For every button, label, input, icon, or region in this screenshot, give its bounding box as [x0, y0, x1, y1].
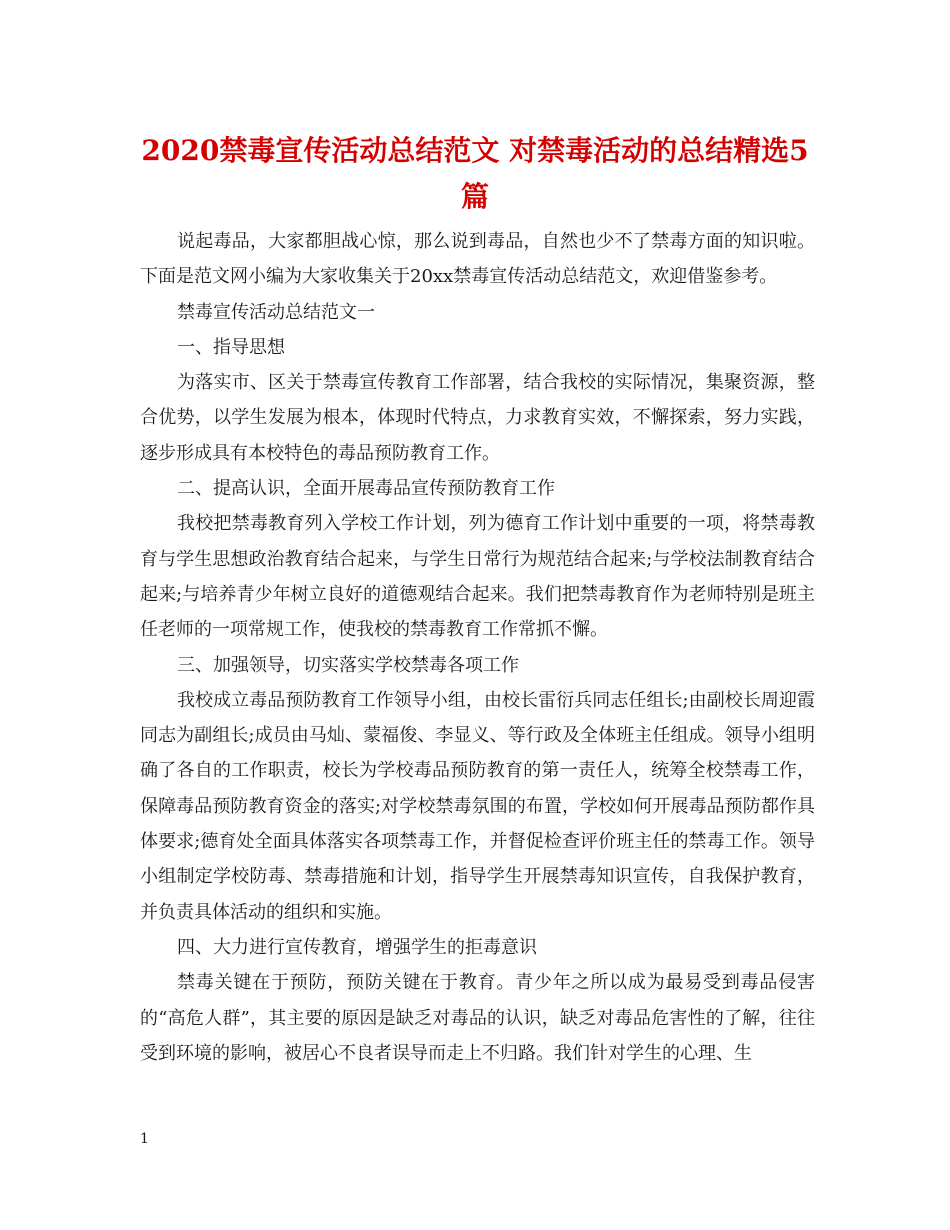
paragraph-intro: 说起毒品，大家都胆战心惊，那么说到毒品，自然也少不了禁毒方面的知识啦。下面是范文网小编为大家收集关于20xx禁毒宣传活动总结范文，欢迎借鉴参考。 [140, 231, 815, 288]
paragraph-3: 我校成立毒品预防教育工作领导小组，由校长雷衍兵同志任组长;由副校长周迎霞同志为副组长;成员由马灿、蒙福俊、李显义、等行政及全体班主任组成。领导小组明确了各自的工作职责，校长为学校毒品预防教育的第一责任人，统筹全校禁毒工作，保障毒品预防教育资金的落实;对学校禁毒氛围的布置，学校如何开展毒品预防都作具体要求;德育处全面具体落实各项禁毒工作，并督促检查评价班主任的禁毒工作。领导小组制定学校防毒、禁毒措施和计划，指导学生开展禁毒知识宣传，自我保护教育，并负责具体活动的组织和实施。 [140, 689, 815, 923]
section-heading-1: 一、指导思想 [177, 336, 285, 358]
section-heading-2: 二、提高认识，全面开展毒品宣传预防教育工作 [177, 478, 555, 500]
section-heading-sample-one: 禁毒宣传活动总结范文一 [177, 301, 375, 323]
section-heading-4: 四、大力进行宣传教育，增强学生的拒毒意识 [177, 936, 537, 958]
paragraph-4: 禁毒关键在于预防，预防关键在于教育。青少年之所以成为最易受到毒品侵害的“高危人群”，其主要的原因是缺乏对毒品的认识，缺乏对毒品危害性的了解，往往受到环境的影响，被居心不良者误导而走上不归路。我们针对学生的心理、生 [140, 972, 815, 1064]
page-number: 1 [140, 1131, 149, 1147]
section-heading-3: 三、加强领导，切实落实学校禁毒各项工作 [177, 654, 519, 676]
document-title: 2020禁毒宣传活动总结范文 对禁毒活动的总结精选5篇 [141, 134, 809, 213]
paragraph-1: 为落实市、区关于禁毒宣传教育工作部署，结合我校的实际情况，集聚资源，整合优势，以学生发展为根本，体现时代特点，力求教育实效，不懈探索，努力实践，逐步形成具有本校特色的毒品预防教育工作。 [140, 372, 815, 464]
document-body [140, 224, 815, 1071]
paragraph-2: 我校把禁毒教育列入学校工作计划，列为德育工作计划中重要的一项，将禁毒教育与学生思想政治教育结合起来，与学生日常行为规范结合起来;与学校法制教育结合起来;与培养青少年树立良好的道德观结合起来。我们把禁毒教育作为老师特别是班主任老师的一项常规工作，使我校的禁毒教育工作常抓不懈。 [140, 513, 815, 641]
